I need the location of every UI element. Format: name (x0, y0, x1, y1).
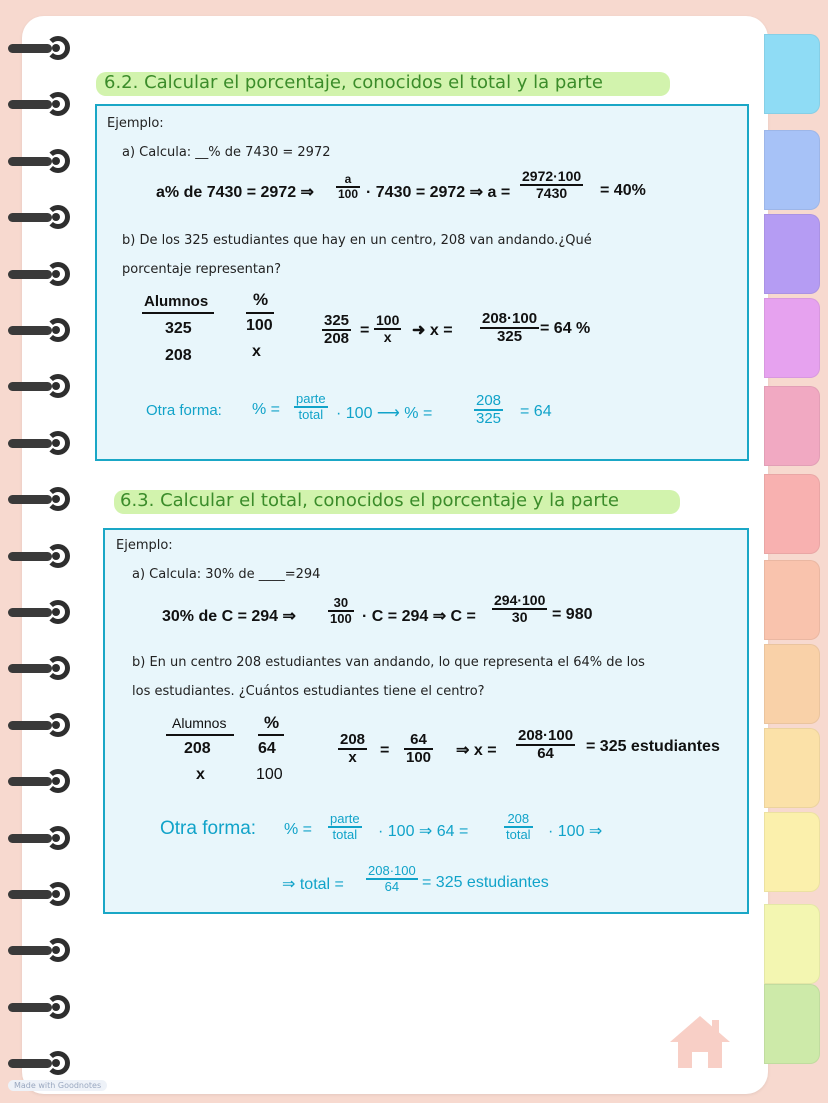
home-icon[interactable] (668, 1012, 732, 1072)
fraction-208-over-x (338, 732, 367, 766)
denominator: 208 (324, 329, 350, 347)
section-tab-2[interactable] (764, 130, 820, 210)
denominator: total (298, 406, 324, 422)
binder-ring (8, 92, 74, 116)
table-underline (142, 312, 214, 314)
numerator: 208 (504, 812, 533, 828)
fraction-294x100-over-30 (492, 593, 547, 624)
otra-forma-label: Otra forma: (160, 818, 257, 839)
fraction-2972x100-over-7430 (520, 169, 583, 200)
numerator: 30 (328, 596, 354, 612)
section-tab-6[interactable] (764, 474, 820, 554)
table-cell: 208 (165, 347, 192, 364)
binder-ring (8, 995, 74, 1019)
example-b-line2: porcentaje representan? (122, 262, 282, 277)
section-tab-7[interactable] (764, 560, 820, 640)
result-325-estudiantes: = 325 estudiantes (586, 738, 720, 755)
numerator: 208·100 (482, 310, 538, 327)
eq-a-part1: a% de 7430 = 2972 ⇒ (156, 184, 314, 201)
arrow-x-equals: ➜ x = (412, 322, 453, 339)
fraction-100-over-x (374, 313, 401, 344)
numerator: 2972·100 (522, 168, 582, 184)
binder-ring (8, 600, 74, 624)
table-cell: 64 (258, 740, 276, 757)
binder-ring (8, 262, 74, 286)
denominator: 64 (384, 878, 400, 894)
numerator: parte (296, 391, 326, 406)
denominator: total (506, 826, 531, 842)
otra-forma-label: Otra forma: (146, 402, 222, 419)
section-tab-8[interactable] (764, 644, 820, 724)
section-tab-4[interactable] (764, 298, 820, 378)
table-underline (166, 734, 234, 736)
binder-ring (8, 826, 74, 850)
denominator: 325 (497, 327, 523, 345)
times-100-implies: · 100 ⇒ (548, 823, 603, 840)
equals-sign: = (360, 322, 370, 339)
times-100-implies: · 100 ⇒ 64 = (378, 823, 469, 840)
percent-equals: % = (252, 401, 281, 418)
example-a-statement: a) Calcula: 30% de ____=294 (132, 567, 321, 582)
numerator: 208·100 (368, 863, 416, 878)
section-6-3-title: 6.3. Calcular el total, conocidos el porcentaje y la parte (120, 490, 619, 511)
denominator: 100 (338, 186, 359, 201)
binder-ring (8, 374, 74, 398)
binder-ring (8, 544, 74, 568)
fraction-parte-over-total (328, 812, 362, 841)
binder-ring (8, 205, 74, 229)
ejemplo-label: Ejemplo: (107, 116, 164, 131)
section-tab-12[interactable] (764, 984, 820, 1064)
numerator: 208·100 (518, 727, 574, 744)
otra-result: = 64 (520, 403, 552, 420)
binder-ring (8, 713, 74, 737)
result-64-percent: = 64 % (540, 320, 591, 337)
binder-ring (8, 882, 74, 906)
fraction-a-over-100 (336, 173, 360, 200)
table-underline (246, 312, 274, 314)
numerator: a (336, 173, 360, 188)
denominator: 64 (537, 744, 554, 762)
table-cell: 100 (246, 317, 273, 334)
denominator: 30 (511, 608, 528, 625)
section-tab-3[interactable] (764, 214, 820, 294)
table-header-percent: % (253, 290, 269, 309)
numerator: 208 (476, 392, 502, 409)
ejemplo-label: Ejemplo: (116, 538, 173, 553)
section-tab-10[interactable] (764, 812, 820, 892)
equals-sign: = (380, 742, 390, 759)
fraction-208-over-total (504, 812, 533, 841)
eq-a-part2: · 7430 = 2972 ⇒ a = (366, 184, 511, 201)
times-100-arrow: · 100 ⟶ % = (336, 405, 433, 422)
table-cell: x (252, 343, 261, 360)
section-tab-9[interactable] (764, 728, 820, 808)
fraction-325-over-208 (322, 313, 351, 347)
numerator: 325 (324, 312, 350, 329)
example-b-line2: los estudiantes. ¿Cuántos estudiantes tiene el centro? (132, 684, 485, 699)
percent-equals: % = (284, 821, 313, 838)
table-header-alumnos: Alumnos (144, 293, 209, 310)
fraction-208x100-over-64 (366, 864, 418, 893)
denominator: 100 (406, 748, 432, 766)
arrow-x-equals: ⇒ x = (456, 742, 497, 759)
fraction-parte-over-total (294, 392, 328, 421)
example-b-line1: b) En un centro 208 estudiantes van andando, lo que representa el 64% de los (132, 655, 645, 670)
example-a-statement: a) Calcula: __% de 7430 = 2972 (122, 145, 331, 160)
table-cell: 100 (256, 766, 283, 783)
numerator: parte (330, 811, 360, 826)
fraction-208x100-over-325 (480, 311, 539, 345)
section-tab-1[interactable] (764, 34, 820, 114)
numerator: 100 (376, 312, 400, 328)
binder-ring (8, 938, 74, 962)
table-cell: 208 (184, 740, 211, 757)
binder-ring (8, 431, 74, 455)
numerator: 64 (404, 732, 433, 750)
eq-a-result: = 980 (552, 606, 593, 623)
binder-ring (8, 769, 74, 793)
section-tab-5[interactable] (764, 386, 820, 466)
goodnotes-watermark: Made with Goodnotes (8, 1080, 107, 1091)
fraction-208-over-325 (474, 393, 503, 427)
table-header-percent: % (264, 713, 280, 732)
denominator: 7430 (536, 184, 568, 201)
eq-a-result: = 40% (600, 182, 646, 199)
denominator: total (332, 826, 358, 842)
numerator: 208 (340, 731, 366, 748)
implies-total-equals: ⇒ total = (282, 876, 344, 893)
binder-ring (8, 1051, 74, 1075)
eq-a-part2: · C = 294 ⇒ C = (362, 608, 476, 625)
section-tab-11[interactable] (764, 904, 820, 984)
binder-ring (8, 487, 74, 511)
table-header-alumnos: Alumnos (172, 715, 227, 731)
table-underline (258, 734, 284, 736)
binder-ring (8, 149, 74, 173)
fraction-208x100-over-64 (516, 728, 575, 762)
denominator: 325 (476, 409, 502, 427)
result-325-estudiantes: = 325 estudiantes (422, 874, 549, 891)
fraction-30-over-100 (328, 596, 354, 625)
binder-ring (8, 36, 74, 60)
section-6-2-title: 6.2. Calcular el porcentaje, conocidos el total y la parte (104, 72, 603, 93)
numerator: 294·100 (494, 592, 546, 608)
table-cell: 325 (165, 320, 192, 337)
denominator: 100 (330, 610, 352, 626)
example-b-line1: b) De los 325 estudiantes que hay en un centro, 208 van andando.¿Qué (122, 233, 592, 248)
binder-ring (8, 656, 74, 680)
denominator: x (348, 748, 357, 766)
binder-ring (8, 318, 74, 342)
table-cell: x (196, 766, 205, 783)
eq-a-part1: 30% de C = 294 ⇒ (162, 608, 296, 625)
denominator: x (383, 328, 392, 345)
fraction-64-over-100 (404, 732, 433, 766)
